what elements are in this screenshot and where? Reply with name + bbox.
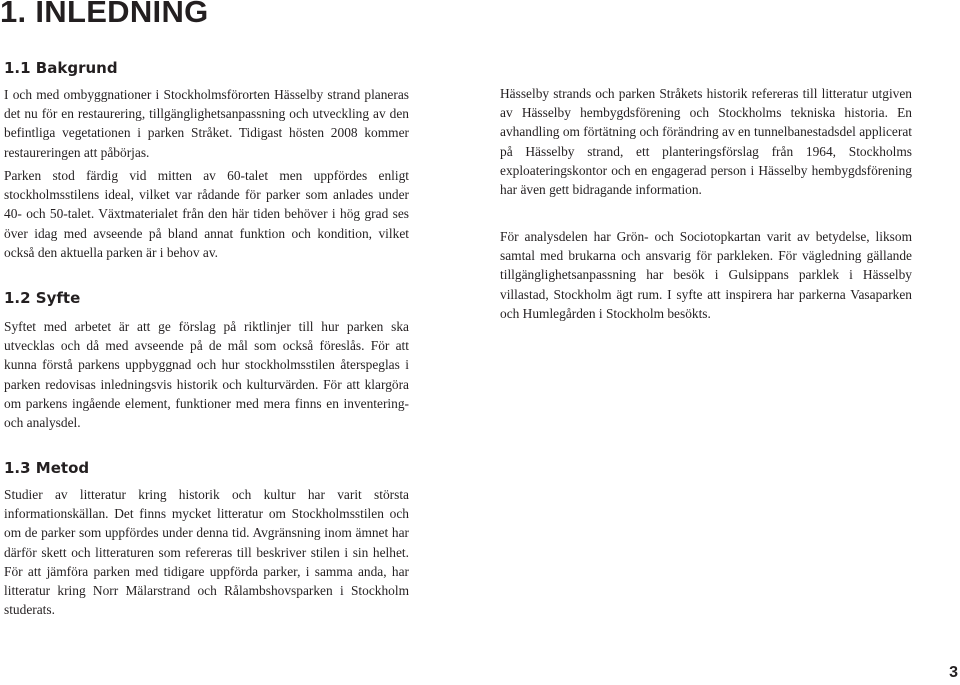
metod-paragraph-1: Studier av litteratur kring historik och kultur har varit största informationskällan. Det finns mycket litteratur om Stockholmsstilen och om de parker som uppfördes under denna tid. Avgränsning inom ämnet har därför skett och litteraturen som refereras till beskriver stilen i sin helhet. För att jämföra parken med tidigare uppförda parker, i samma anda, har litteratur kring Norr Mälarstrand och Rålambshovsparken i Stockholm studerats.	[4, 487, 409, 618]
bakgrund-paragraph-2: Parken stod färdig vid mitten av 60-talet men uppfördes enligt stockholmsstilens ideal, vilket var rådande för parker som anlades under 40- och 50-talet. Växtmaterialet från den här tiden behöver i hög grad ses över idag med avseende på bland annat funktion och kondition, vilket också den aktuella parken är i behov av.	[4, 168, 409, 260]
syfte-paragraph-1: Syftet med arbetet är att ge förslag på riktlinjer till hur parken ska utvecklas och då med avseende på de mål som också föreslås. För att kunna förstå parkens uppbyggnad och hur stockholmsstilen återspeglas i parken redovisas inledningsvis historik och kulturvärden. För att klargöra om parkens ingående element, funktioner med mera finns en inventering- och analysdel.	[4, 319, 409, 431]
page-number: 3	[949, 664, 958, 681]
bakgrund-paragraph-1: I och med ombyggnationer i Stockholmsförorten Hässelby strand planeras det nu för en restaurering, tillgänglighetsanpassning och utveckling av den befintliga vegetationen i parken Stråket. Tidigast hösten 2008 kommer restaureringen att påbörjas.	[4, 87, 409, 160]
section-heading-bakgrund: 1.1 Bakgrund	[4, 59, 118, 77]
right-paragraph-2: För analysdelen har Grön- och Sociotopkartan varit av betydelse, liksom samtal med brukarna och ansvarig för parkleken. För vägledning gällande tillgänglighetsanpassning har besök i Gulsippans parklek i Hässelby villastad, Stockholm ägt rum. I syfte att inspirera har parkerna Vasaparken och Humlegården i Stockholm besökts.	[500, 229, 912, 321]
section-heading-metod: 1.3 Metod	[4, 459, 90, 477]
section-heading-syfte: 1.2 Syfte	[4, 289, 81, 307]
right-paragraph-1: Hässelby strands och parken Stråkets historik refereras till litteratur utgiven av Hässelby hembygdsförening och Stockholms tekniska historia. En avhandling om förtätning och förändring av en tunnelbanestadsdel applicerat på Hässelby strand, ett planteringsförslag från 1964, Stockholms exploateringskontor och en engagerad person i Hässelby hembygdsförening har även gett bidragande information.	[500, 86, 912, 198]
chapter-title: 1. INLEDNING	[0, 0, 209, 29]
